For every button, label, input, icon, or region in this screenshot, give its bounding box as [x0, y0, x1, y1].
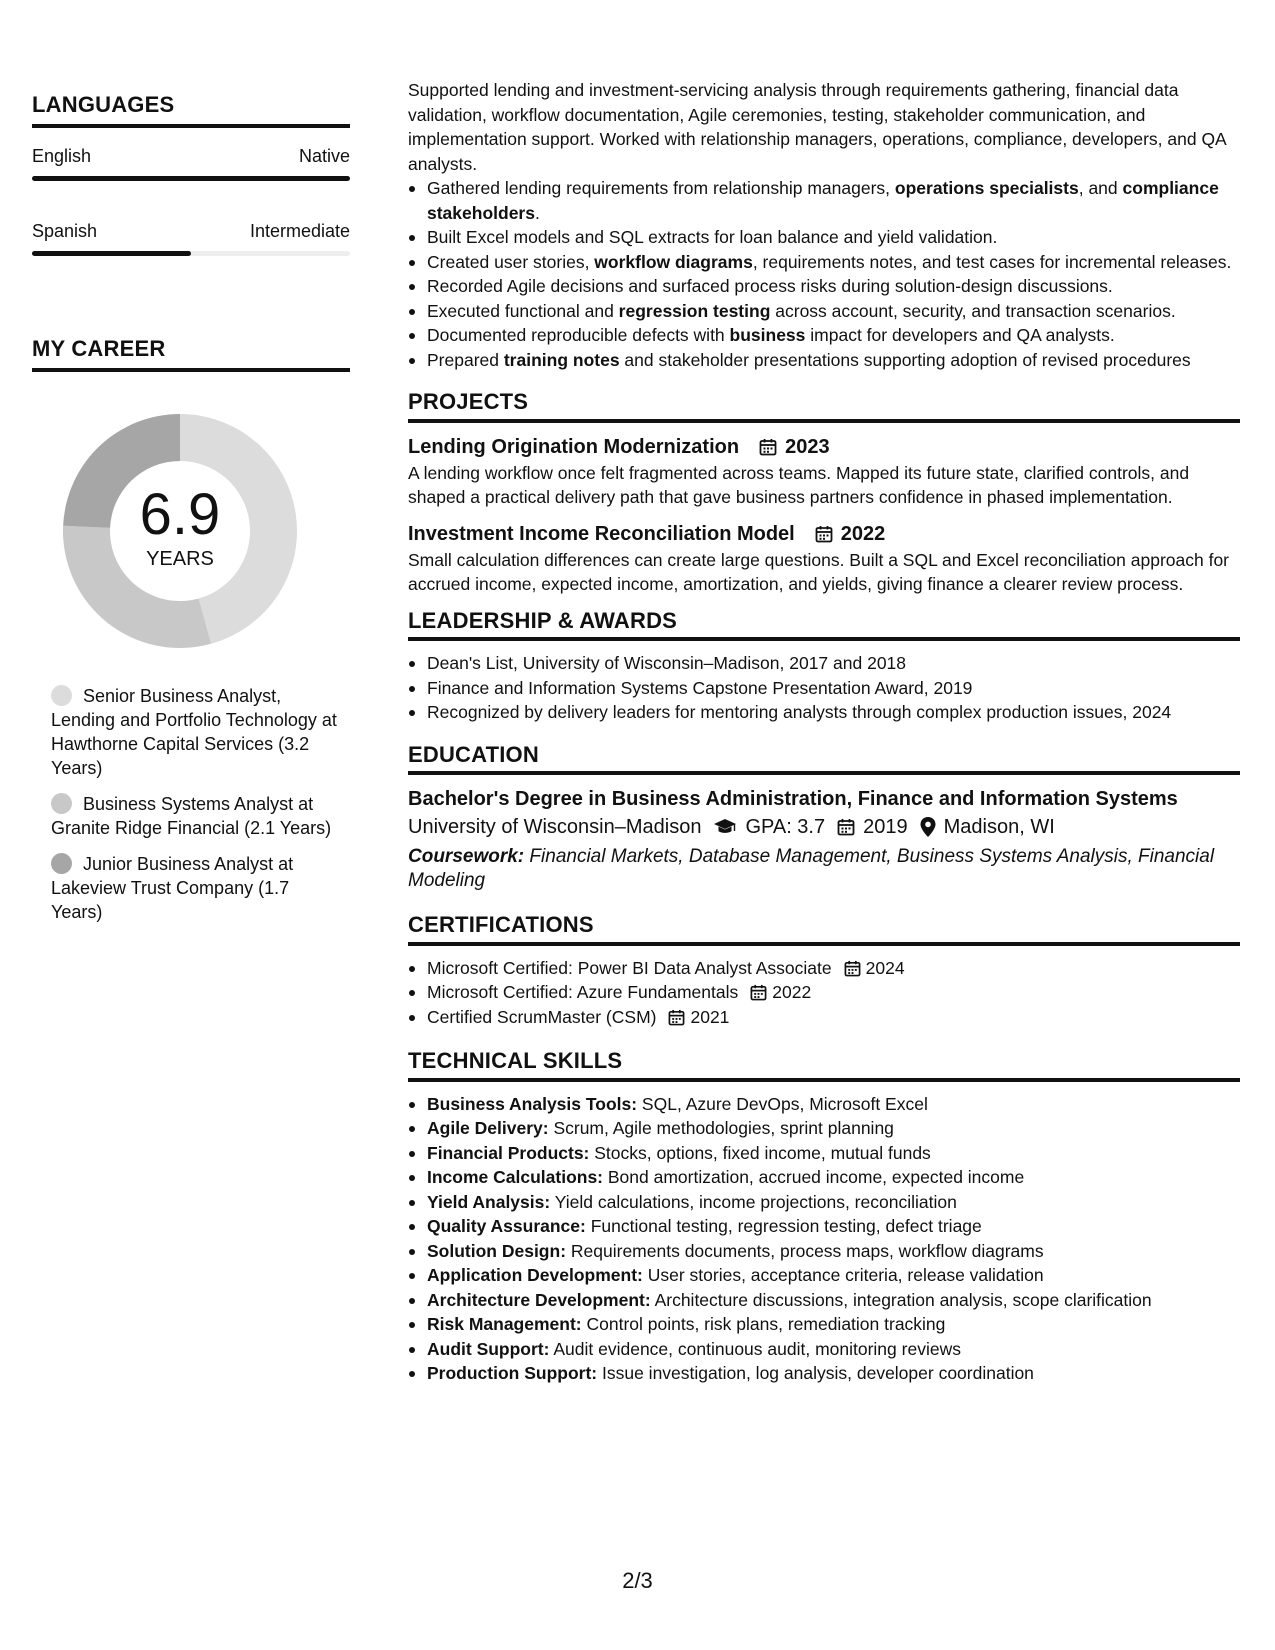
degree-title: Bachelor's Degree in Business Administration, Finance and Information Systems — [408, 788, 1178, 810]
calendar-icon — [837, 818, 855, 836]
skill-item — [408, 1214, 1240, 1239]
certification-item — [408, 980, 1240, 1005]
certification-year: 2024 — [865, 957, 905, 978]
skill-item — [408, 1165, 1240, 1190]
experience-bullet: Recorded Agile decisions and surfaced process risks during solution-design discussions. — [408, 274, 1240, 299]
skill-value: Functional testing, regression testing, defect triage — [585, 1216, 982, 1236]
project-description: A lending workflow once felt fragmented across teams. Mapped its future state, clarified controls, and shaped a practical delivery path that gave business partners confidence in phased implementation. — [408, 462, 1190, 507]
experience-bullets — [408, 176, 1240, 372]
project-name: Investment Income Reconciliation Model — [408, 522, 795, 545]
proficiency-fill — [32, 176, 350, 181]
legend-dot — [51, 853, 72, 874]
certification-name: Microsoft Certified: Power BI Data Analyst Associate — [427, 957, 832, 978]
award-item: Recognized by delivery leaders for mentoring analysts through complex production issues, 2024 — [408, 700, 1240, 725]
legend-item — [51, 792, 340, 840]
location-pin-icon — [920, 817, 936, 837]
legend-label: Business Systems Analyst at Granite Ridge Financial (2.1 Years) — [51, 794, 332, 838]
projects-heading: PROJECTS — [408, 390, 1240, 423]
skill-item — [408, 1337, 1240, 1362]
career-heading: MY CAREER — [32, 336, 350, 372]
skill-value: Scrum, Agile methodologies, sprint planning — [548, 1118, 894, 1138]
certifications-section — [408, 913, 1240, 1029]
skill-value: Control points, risk plans, remediation tracking — [581, 1314, 946, 1334]
skills-section — [408, 1049, 1240, 1386]
language-item — [32, 221, 350, 256]
certification-year: 2022 — [772, 982, 812, 1002]
language-level: Intermediate — [249, 221, 350, 241]
calendar-icon — [668, 1009, 685, 1026]
project-year: 2023 — [785, 435, 830, 458]
skill-label: Financial Products: — [427, 1142, 590, 1163]
skills-heading: TECHNICAL SKILLS — [408, 1049, 1240, 1082]
skill-item — [408, 1239, 1240, 1264]
calendar-icon — [750, 984, 767, 1001]
skill-label: Income Calculations: — [427, 1167, 604, 1187]
skill-value: Audit evidence, continuous audit, monitoring reviews — [549, 1338, 961, 1359]
skill-item — [408, 1116, 1240, 1141]
education-meta — [408, 813, 1240, 841]
skill-value: Bond amortization, accrued income, expected income — [603, 1167, 1025, 1187]
main-content — [408, 78, 1240, 1386]
certification-name: Certified ScrumMaster (CSM) — [427, 1006, 657, 1027]
experience-bullet: Built Excel models and SQL extracts for loan balance and yield validation. — [408, 225, 1240, 250]
skill-label: Application Development: — [427, 1265, 643, 1285]
sidebar — [32, 92, 350, 936]
graduation-cap-icon — [713, 818, 737, 836]
leadership-section — [408, 609, 1240, 725]
skill-label: Solution Design: — [427, 1240, 567, 1261]
career-legend — [32, 684, 350, 924]
skill-item — [408, 1361, 1240, 1386]
calendar-icon — [815, 525, 833, 543]
skill-value: Architecture discussions, integration analysis, scope clarification — [650, 1289, 1152, 1310]
skill-item — [408, 1288, 1240, 1313]
skill-value: Yield calculations, income projections, reconciliation — [550, 1191, 957, 1212]
skill-label: Quality Assurance: — [427, 1216, 586, 1236]
education-heading: EDUCATION — [408, 743, 1240, 776]
school-location: Madison, WI — [943, 816, 1055, 838]
experience-bullet: Executed functional and regression testing across account, security, and transaction scenarios. — [408, 299, 1240, 324]
career-unit: YEARS — [146, 547, 214, 570]
skill-label: Yield Analysis: — [427, 1191, 551, 1212]
skill-item — [408, 1312, 1240, 1337]
languages-heading: LANGUAGES — [32, 92, 350, 128]
project-name: Lending Origination Modernization — [408, 435, 740, 458]
skill-label: Agile Delivery: — [427, 1118, 549, 1138]
skill-value: Issue investigation, log analysis, developer coordination — [597, 1363, 1034, 1383]
page-number: 2/3 — [622, 1568, 653, 1593]
skill-value: Requirements documents, process maps, workflow diagrams — [566, 1240, 1044, 1261]
legend-item — [51, 852, 340, 924]
calendar-icon — [759, 438, 777, 456]
education-section — [408, 743, 1240, 894]
skill-item — [408, 1141, 1240, 1166]
graduation-year: 2019 — [863, 816, 908, 838]
calendar-icon — [844, 960, 861, 977]
legend-dot — [51, 793, 72, 814]
legend-label: Junior Business Analyst at Lakeview Trust Company (1.7 Years) — [51, 854, 294, 922]
career-total-years: 6.9 — [139, 481, 221, 547]
language-item — [32, 146, 350, 181]
skill-item — [408, 1263, 1240, 1288]
award-item: Finance and Information Systems Capstone Presentation Award, 2019 — [408, 676, 1240, 701]
award-item: Dean's List, University of Wisconsin–Madison, 2017 and 2018 — [408, 651, 1240, 676]
language-proficiency-bar — [32, 176, 350, 181]
skill-label: Audit Support: — [427, 1338, 550, 1359]
legend-label: Senior Business Analyst, Lending and Portfolio Technology at Hawthorne Capital Services (3.2 Years) — [51, 686, 337, 778]
coursework-list: Financial Markets, Database Management, Business Systems Analysis, Financial Modeling — [408, 846, 1215, 891]
certification-item — [408, 956, 1240, 981]
project-description: Small calculation differences can create large questions. Built a SQL and Excel reconciliation approach for accrued income, expected income, amortization, and yields, giving finance a clearer review process. — [408, 549, 1230, 594]
projects-section — [408, 390, 1240, 597]
skill-item — [408, 1092, 1240, 1117]
skill-label: Risk Management: — [427, 1314, 582, 1334]
skill-value: SQL, Azure DevOps, Microsoft Excel — [637, 1093, 928, 1114]
language-name: Spanish — [32, 221, 98, 241]
skill-label: Business Analysis Tools: — [427, 1093, 638, 1114]
skill-label: Architecture Development: — [427, 1289, 651, 1310]
experience-bullet: Documented reproducible defects with business impact for developers and QA analysts. — [408, 323, 1240, 348]
coursework — [408, 845, 1240, 893]
project-year: 2022 — [840, 522, 886, 545]
project-item — [408, 520, 1240, 597]
skill-item — [408, 1190, 1240, 1215]
career-donut-chart — [55, 406, 305, 656]
project-item — [408, 433, 1240, 510]
language-level: Native — [298, 146, 350, 166]
proficiency-fill — [32, 251, 191, 256]
experience-bullet: Prepared training notes and stakeholder presentations supporting adoption of revised procedures — [408, 348, 1240, 373]
gpa: GPA: 3.7 — [745, 816, 826, 838]
skill-label: Production Support: — [427, 1363, 598, 1383]
language-proficiency-bar — [32, 251, 350, 256]
certification-item — [408, 1005, 1240, 1030]
certification-year: 2021 — [690, 1006, 730, 1027]
experience-summary: Supported lending and investment-servicing analysis through requirements gathering, financial data validation, workflow documentation, Agile ceremonies, testing, stakeholder communication, and implementation support. Worked with relationship managers, operations, compliance, developers, and QA analysts. — [408, 80, 1226, 174]
coursework-label: Coursework: — [408, 846, 525, 867]
school-name: University of Wisconsin–Madison — [408, 816, 702, 838]
legend-dot — [51, 685, 72, 706]
certifications-heading: CERTIFICATIONS — [408, 913, 1240, 946]
language-name: English — [32, 146, 92, 166]
legend-item — [51, 684, 340, 780]
skill-value: Stocks, options, fixed income, mutual funds — [589, 1142, 931, 1163]
skill-value: User stories, acceptance criteria, release validation — [642, 1265, 1044, 1285]
certification-name: Microsoft Certified: Azure Fundamentals — [427, 982, 739, 1002]
experience-bullet: Gathered lending requirements from relationship managers, operations specialists, and compliance stakeholders. — [408, 176, 1240, 225]
leadership-heading: LEADERSHIP & AWARDS — [408, 609, 1240, 642]
experience-bullet: Created user stories, workflow diagrams, requirements notes, and test cases for incremental releases. — [408, 250, 1240, 275]
